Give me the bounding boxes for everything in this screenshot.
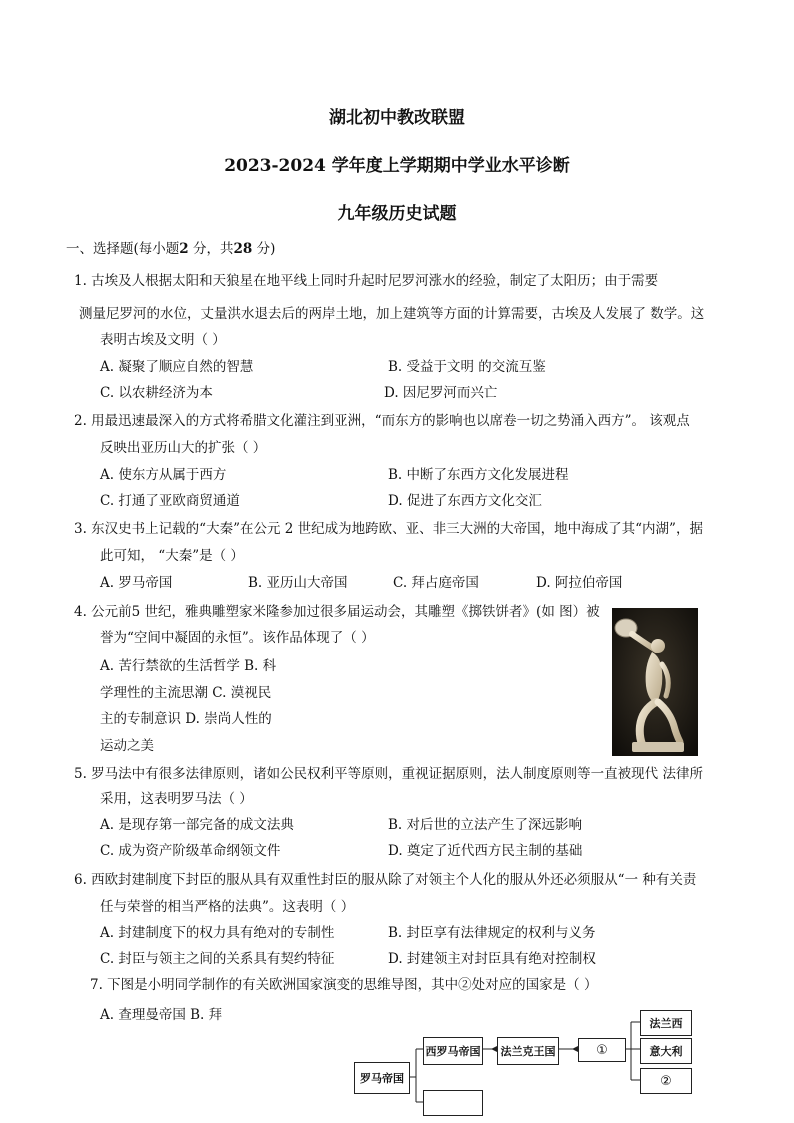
q5-stem-line2: 采用，这表明罗马法（ ） — [100, 791, 253, 807]
node-empty — [423, 1090, 483, 1116]
node-blank-2: ② — [640, 1068, 692, 1094]
q5-stem-line1: 5. 罗马法中有很多法律原则，诸如公民权利平等原则，重视证据原则，法人制度原则等一直被现代 法律所 — [74, 766, 703, 782]
q6-option-a: A. 封建制度下的权力具有绝对的专制性 — [100, 925, 335, 941]
q4-options-line3: 主的专制意识 D. 崇尚人性的 — [100, 711, 272, 727]
q1-option-d: D. 因尼罗河而兴亡 — [384, 385, 498, 401]
q1-option-c: C. 以农耕经济为本 — [100, 385, 213, 401]
q7-options-line1: A. 查理曼帝国 B. 拜 — [100, 1007, 223, 1023]
q7-stem-line1: 7. 下图是小明同学制作的有关欧洲国家演变的思维导图，其中②处对应的国家是（ ） — [90, 977, 598, 993]
q2-option-a: A. 使东方从属于西方 — [100, 467, 227, 483]
q1-stem-line1: 1. 古埃及人根据太阳和天狼星在地平线上同时升起时尼罗河涨水的经验，制定了太阳历；由于需要 — [74, 273, 659, 289]
section-points-each: 2 — [179, 241, 189, 257]
q2-option-b: B. 中断了东西方文化发展进程 — [388, 467, 569, 483]
section-mid: 分，共 — [188, 241, 234, 257]
q3-option-c: C. 拜占庭帝国 — [393, 575, 479, 591]
q2-option-d: D. 促进了东西方文化交汇 — [388, 493, 542, 509]
node-roman-empire: 罗马帝国 — [354, 1062, 410, 1094]
section-suffix: 分) — [252, 241, 276, 257]
q6-option-b: B. 封臣享有法律规定的权利与义务 — [388, 925, 596, 941]
node-italy: 意大利 — [640, 1038, 692, 1064]
q5-option-b: B. 对后世的立法产生了深远影响 — [388, 817, 583, 833]
exam-term-title: 2023-2024 学年度上学期期中学业水平诊断 — [224, 156, 570, 176]
q6-stem-line1: 6. 西欧封建制度下封臣的服从具有双重性封臣的服从除了对领主个人化的服从外还必须服从“一 种有关责 — [74, 872, 697, 888]
q3-option-d: D. 阿拉伯帝国 — [536, 575, 623, 591]
node-france: 法兰西 — [640, 1010, 692, 1036]
node-frankish-kingdom: 法兰克王国 — [497, 1037, 559, 1065]
exam-union-title: 湖北初中教改联盟 — [329, 108, 465, 128]
q5-option-d: D. 奠定了近代西方民主制的基础 — [388, 843, 583, 859]
q6-option-c: C. 封臣与领主之间的关系具有契约特征 — [100, 951, 335, 967]
q6-stem-line2: 任与荣誉的相当严格的法典”。这表明（ ） — [100, 899, 355, 915]
section-points-total: 28 — [233, 241, 253, 257]
q2-stem-line2: 反映出亚历山大的扩张（ ） — [100, 440, 267, 456]
q3-stem-line2: 此可知， “大秦”是（ ） — [100, 548, 244, 564]
q4-options-line4: 运动之美 — [100, 738, 154, 754]
q1-stem-line2: 测量尼罗河的水位，丈量洪水退去后的两岸土地，加上建筑等方面的计算需要，古埃及人发展了 数学。这 — [79, 306, 705, 322]
q4-options-line1: A. 苦行禁欲的生活哲学 B. 科 — [100, 658, 277, 674]
q4-stem-line2: 誉为“空间中凝固的永恒”。该作品体现了（ ） — [100, 630, 375, 646]
q4-options-line2: 学理性的主流思潮 C. 漠视民 — [100, 685, 272, 701]
q1-stem-line3: 表明古埃及文明（ ） — [100, 332, 226, 348]
q3-stem-line1: 3. 东汉史书上记载的“大秦”在公元 2 世纪成为地跨欧、亚、非三大洲的大帝国，地中海成了其“内湖”，据 — [74, 521, 703, 537]
q3-option-a: A. 罗马帝国 — [100, 575, 173, 591]
q5-option-c: C. 成为资产阶级革命纲领文件 — [100, 843, 281, 859]
q1-option-a: A. 凝聚了顺应自然的智慧 — [100, 359, 254, 375]
q2-stem-line1: 2. 用最迅速最深入的方式将希腊文化灌注到亚洲，“而东方的影响也以席卷一切之势涌入西方”。 该观点 — [74, 413, 690, 429]
q1-option-b: B. 受益于文明 的交流互鉴 — [388, 359, 546, 375]
q3-option-b: B. 亚历山大帝国 — [248, 575, 348, 591]
q4-stem-line1: 4. 公元前5 世纪，雅典雕塑家米隆参加过很多届运动会，其雕塑《掷铁饼者》(如 图）被 — [74, 604, 600, 620]
q2-option-c: C. 打通了亚欧商贸通道 — [100, 493, 240, 509]
section-prefix: 一、选择题(每小题 — [66, 241, 180, 257]
node-blank-1: ① — [578, 1038, 626, 1062]
exam-subject-title: 九年级历史试题 — [337, 204, 457, 224]
q5-option-a: A. 是现存第一部完备的成文法典 — [100, 817, 294, 833]
q6-option-d: D. 封建领主对封臣具有绝对控制权 — [388, 951, 596, 967]
node-western-roman-empire: 西罗马帝国 — [423, 1037, 483, 1065]
